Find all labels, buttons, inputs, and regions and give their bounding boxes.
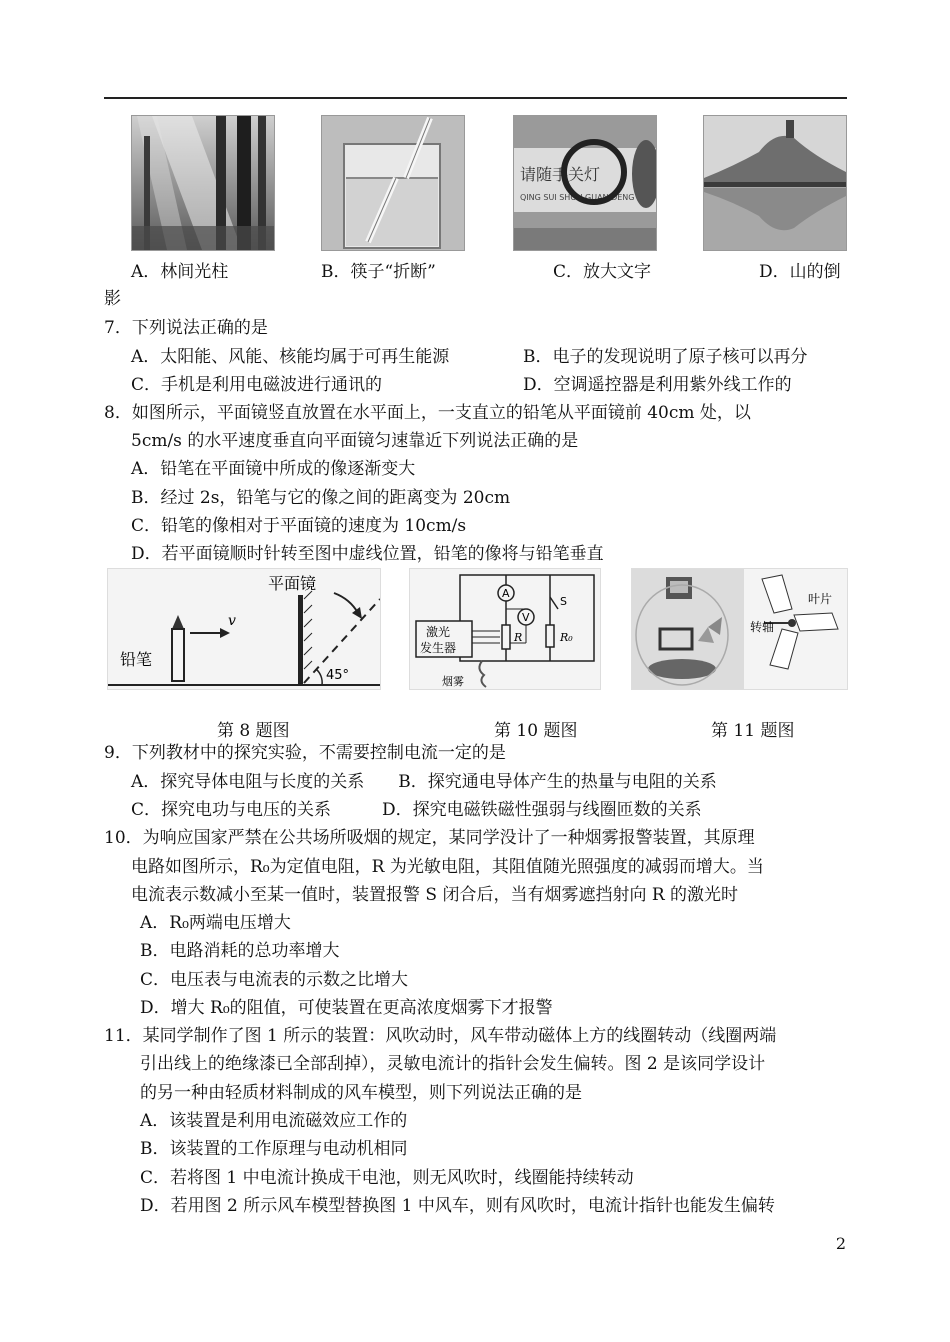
q11-stem-2: 引出线上的绝缘漆已全部刮掉），灵敏电流计的指针会发生偏转。图 2 是该同学设计 bbox=[140, 1054, 766, 1074]
photo-mountain-reflection bbox=[703, 115, 847, 251]
q8-option-c: C．铅笔的像相对于平面镜的速度为 10cm/s bbox=[131, 516, 467, 536]
q11-option-a: A．该装置是利用电流磁效应工作的 bbox=[140, 1111, 408, 1131]
page-number: 2 bbox=[835, 1234, 846, 1253]
q10-option-a: A．R₀两端电压增大 bbox=[140, 913, 291, 933]
option-6a: A．林间光柱 bbox=[131, 262, 229, 282]
q11-option-c: C．若将图 1 中电流计换成干电池，则无风吹时，线圈能持续转动 bbox=[140, 1168, 634, 1188]
photo-chopstick-water bbox=[321, 115, 465, 251]
fig10-smoke: 烟雾 bbox=[442, 675, 464, 688]
fig8-velocity: v bbox=[228, 613, 236, 629]
q8-stem-1: 8．如图所示，平面镜竖直放置在水平面上，一支直立的铅笔从平面镜前 40cm 处，以 bbox=[104, 403, 751, 423]
q11-option-b: B．该装置的工作原理与电动机相同 bbox=[140, 1139, 408, 1159]
caption-fig11: 第 11 题图 bbox=[711, 721, 795, 741]
figure-11 bbox=[631, 568, 848, 690]
photo-magnifier-text bbox=[513, 115, 657, 251]
magnifier-sub-text: QING SUI SHOU GUAN DENG bbox=[520, 193, 635, 202]
q10-option-d: D．增大 R₀的阻值，可使装置在更高浓度烟雾下才报警 bbox=[140, 998, 553, 1018]
caption-fig10: 第 10 题图 bbox=[494, 721, 578, 741]
q8-option-a: A．铅笔在平面镜中所成的像逐渐变大 bbox=[131, 459, 416, 479]
fig11-axle: 转轴 bbox=[750, 620, 775, 634]
fig10-laser-line2: 发生器 bbox=[420, 641, 457, 655]
fig10-laser-line1: 激光 bbox=[426, 625, 451, 639]
q7-option-a: A．太阳能、风能、核能均属于可再生能源 bbox=[131, 347, 450, 367]
fig10-voltmeter: V bbox=[522, 611, 530, 624]
photo-forest-light bbox=[131, 115, 275, 251]
q10-stem-1: 10．为响应国家严禁在公共场所吸烟的规定，某同学没计了一种烟雾报警装置，其原理 bbox=[104, 828, 755, 848]
caption-fig8: 第 8 题图 bbox=[217, 721, 290, 741]
option-6c: C．放大文字 bbox=[553, 262, 652, 282]
q9-stem: 9．下列教材中的探究实验，不需要控制电流一定的是 bbox=[104, 743, 506, 763]
fig10-ammeter: A bbox=[502, 587, 510, 600]
q11-stem-3: 的另一种由轻质材料制成的风车模型，则下列说法正确的是 bbox=[140, 1083, 582, 1103]
q10-stem-2: 电路如图所示，R₀为定值电阻，R 为光敏电阻，其阻值随光照强度的减弱而增大。当 bbox=[131, 857, 764, 877]
fig8-mirror-label: 平面镜 bbox=[268, 574, 317, 593]
fig8-pencil-label: 铅笔 bbox=[120, 650, 153, 669]
q8-option-d: D．若平面镜顺时针转至图中虚线位置，铅笔的像将与铅笔垂直 bbox=[131, 544, 604, 564]
q8-stem-2: 5cm/s 的水平速度垂直向平面镜匀速靠近下列说法正确的是 bbox=[131, 431, 579, 451]
q10-option-b: B．电路消耗的总功率增大 bbox=[140, 941, 340, 961]
q9-options-cd: C．探究电功与电压的关系 D．探究电磁铁磁性强弱与线圈匝数的关系 bbox=[131, 800, 702, 820]
option-6b: B．筷子“折断” bbox=[321, 262, 436, 282]
fig10-resistor: R bbox=[514, 631, 523, 644]
fig10-switch: S bbox=[560, 595, 567, 608]
option-6d: D．山的倒 bbox=[759, 262, 841, 282]
figure-10 bbox=[409, 568, 601, 690]
q9-options-ab: A．探究导体电阻与长度的关系 B．探究通电导体产生的热量与电阻的关系 bbox=[131, 772, 717, 792]
q7-stem: 7．下列说法正确的是 bbox=[104, 318, 268, 338]
q8-option-b: B．经过 2s，铅笔与它的像之间的距离变为 20cm bbox=[131, 488, 511, 508]
fig10-fixed-resistor: R₀ bbox=[560, 631, 573, 644]
q7-option-b: B．电子的发现说明了原子核可以再分 bbox=[523, 347, 808, 367]
q7-option-c: C．手机是利用电磁波进行通讯的 bbox=[131, 375, 383, 395]
magnifier-sign-text: 请随手关灯 bbox=[520, 165, 601, 184]
figure-8 bbox=[107, 568, 381, 690]
option-6d-wrap: 影 bbox=[104, 289, 121, 309]
q7-option-d: D．空调遥控器是利用紫外线工作的 bbox=[523, 375, 792, 395]
q10-option-c: C．电压表与电流表的示数之比增大 bbox=[140, 970, 409, 990]
q11-stem-1: 11．某同学制作了图 1 所示的装置：风吹动时，风车带动磁体上方的线圈转动（线圈两端 bbox=[104, 1026, 777, 1046]
q11-option-d: D．若用图 2 所示风车模型替换图 1 中风车，则有风吹时，电流计指针也能发生偏转 bbox=[140, 1196, 775, 1216]
fig11-blade: 叶片 bbox=[808, 592, 833, 606]
fig8-angle-label: 45° bbox=[326, 668, 350, 683]
header-rule bbox=[104, 97, 847, 99]
q10-stem-3: 电流表示数减小至某一值时，装置报警 S 闭合后，当有烟雾遮挡射向 R 的激光时 bbox=[131, 885, 739, 905]
